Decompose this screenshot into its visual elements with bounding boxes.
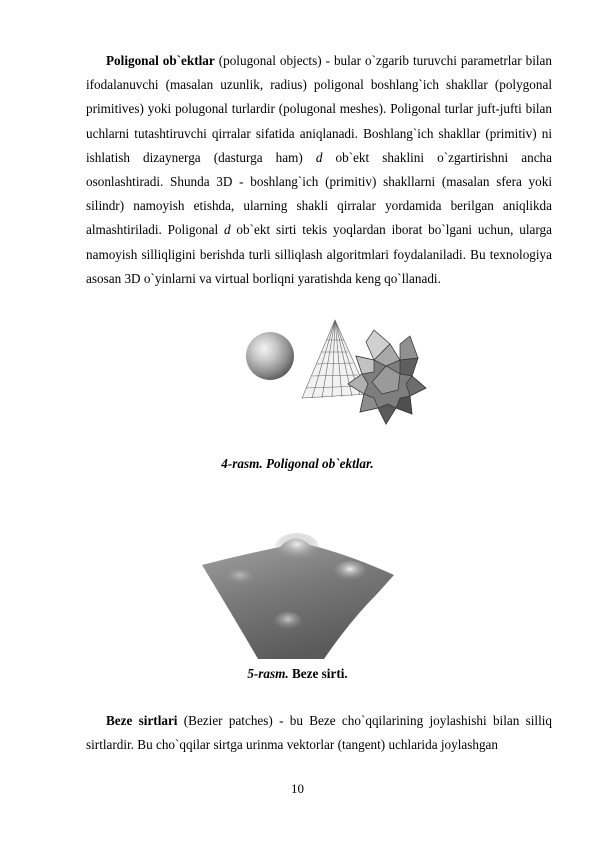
figure-polygonal-objects: [240, 318, 440, 442]
paragraph-text: (Bezier patches) - bu Beze cho`qqilarining joylashishi bilan silliq sirtlardir. Bu cho`qqilar sirtga urinma vektorlar (tangent) uchlarida joylashgan: [86, 713, 552, 753]
figure-caption-4: 4-rasm. Poligonal ob`ektlar.: [221, 456, 374, 471]
paragraph-polygonal-objects: [86, 49, 552, 291]
figure-caption-5: [0, 666, 595, 682]
bezier-surface-illustration: [200, 525, 396, 660]
term-polygonal-objects: Poligonal ob`ektlar: [106, 53, 215, 68]
figure-bezier-surface: [200, 525, 396, 660]
star-polyhedron: [348, 330, 426, 424]
paragraph-italic-d: d: [315, 149, 323, 165]
paragraph-bezier-patches: [86, 709, 552, 757]
paragraph-text: (polugonal objects) - bular o`zgarib turuvchi parametrlar bilan ifodalanuvchi (masalan uzunlik, radius) poligonal boshlang`ich shakllar (polygonal primitives) yoki polugonal turlardir (polugonal meshes). Poligonal turlar juft-jufti bilan uchlarni tutashtiruvchi qirralar sifatida aniqlanadi. Boshlang`ich shakllar (primitiv) ni ishlatish dizaynerga (dasturga ham): [86, 53, 552, 165]
term-bezier-patches: Beze sirtlari: [106, 713, 178, 728]
polygonal-objects-illustration: [240, 318, 440, 442]
paragraph-italic-d: d: [224, 222, 231, 238]
paragraph-text: ob`ekt sirti tekis yoqlardan iborat bo`lgani uchun, ularga namoyish silliqligini berishda turli silliqlash algoritmlari foydalaniladi. Bu texnologiya asosan 3D o`yinlarni va virtual borliqni yaratishda keng qo`llanadi.: [86, 222, 552, 286]
caption-number: 5-rasm.: [247, 666, 289, 681]
sphere-shape: [246, 332, 294, 380]
page-number: 10: [291, 781, 304, 796]
paragraph-text: ob`ekt shaklini o`zgartirishni ancha osonlashtiradi. Shunda 3D - boshlang`ich (primitiv) shakllarni (masalan sfera yoki silindr) namoyish etishda, ularning shakli qirralar yordamida berilgan aniqlikda almashtiriladi. Poligonal: [86, 149, 552, 238]
caption-text: Beze sirti.: [288, 666, 348, 681]
